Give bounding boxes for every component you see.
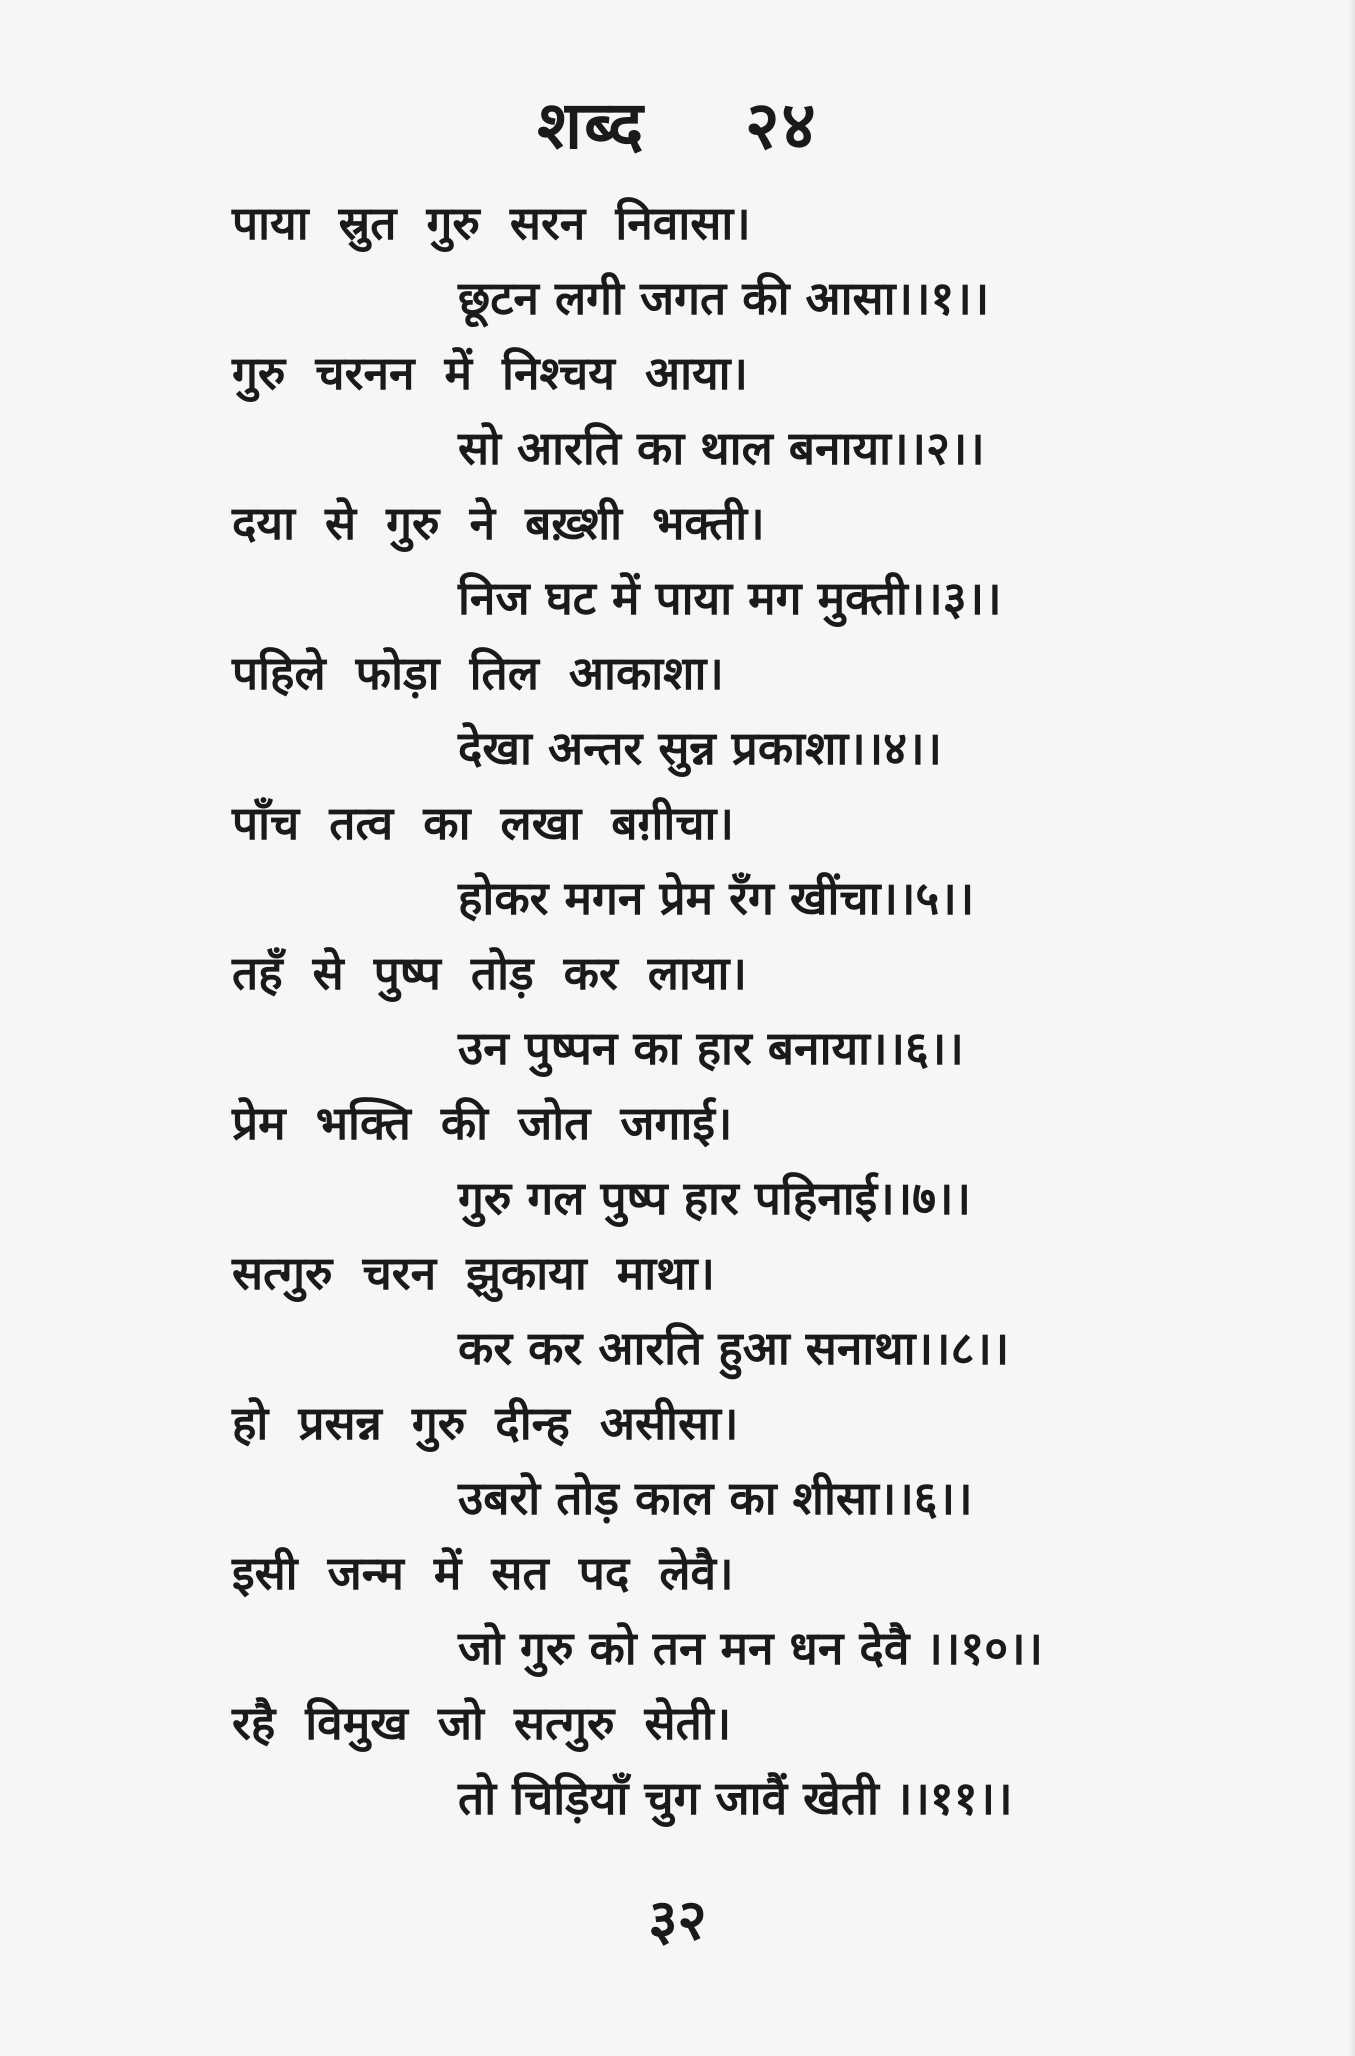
verse-7-line-1: प्रेम भक्ति की जोत जगाई।	[232, 1096, 733, 1150]
verse-4-line-2: देखा अन्तर सुन्न प्रकाशा।।४।।	[458, 721, 942, 775]
verse-8-line-2: कर कर आरति हुआ सनाथा।।८।।	[458, 1321, 1010, 1375]
verse-10-line-1: इसी जन्म में सत पद लेवै।	[232, 1546, 734, 1600]
verse-10-line-2: जो गुरु को तन मन धन देवै ।।१०।।	[458, 1621, 1043, 1675]
verse-7-line-2: गुरु गल पुष्प हार पहिनाई।।७।।	[458, 1171, 971, 1225]
verse-5-line-1: पाँच तत्व का लखा बग़ीचा।	[232, 796, 734, 850]
verse-3-line-2: निज घट में पाया मग मुक्ती।।३।।	[458, 571, 1002, 625]
verse-9-line-1: हो प्रसन्न गुरु दीन्ह असीसा।	[232, 1396, 739, 1450]
verse-1-line-1: पाया स्रुत गुरु सरन निवासा।	[232, 196, 751, 250]
verse-11-line-2: तो चिड़ियाँ चुग जावैं खेती ।।११।।	[458, 1771, 1013, 1825]
verse-6-line-1: तहँ से पुष्प तोड़ कर लाया।	[232, 946, 747, 1000]
verse-2-line-2: सो आरति का थाल बनाया।।२।।	[458, 421, 985, 475]
verse-3-line-1: दया से गुरु ने बख़्शी भक्ती।	[232, 496, 765, 550]
verse-4-line-1: पहिले फोड़ा तिल आकाशा।	[232, 646, 724, 700]
page-title: शब्द २४	[537, 87, 818, 164]
verse-9-line-2: उबरो तोड़ काल का शीसा।।६।।	[458, 1471, 973, 1525]
verse-5-line-2: होकर मगन प्रेम रँग खींचा।।५।।	[458, 871, 975, 925]
page-number: ३२	[648, 1888, 707, 1953]
verse-8-line-1: सत्गुरु चरन झुकाया माथा।	[232, 1246, 715, 1300]
verse-11-line-1: रहै विमुख जो सत्गुरु सेती।	[232, 1696, 732, 1750]
verse-1-line-2: छूटन लगी जगत की आसा।।१।।	[458, 271, 990, 325]
verse-6-line-2: उन पुष्पन का हार बनाया।।६।।	[458, 1021, 964, 1075]
page-edge-shadow	[1349, 0, 1355, 2056]
verse-list	[0, 186, 1355, 1836]
verse-2-line-1: गुरु चरनन में निश्चय आया।	[232, 346, 748, 400]
